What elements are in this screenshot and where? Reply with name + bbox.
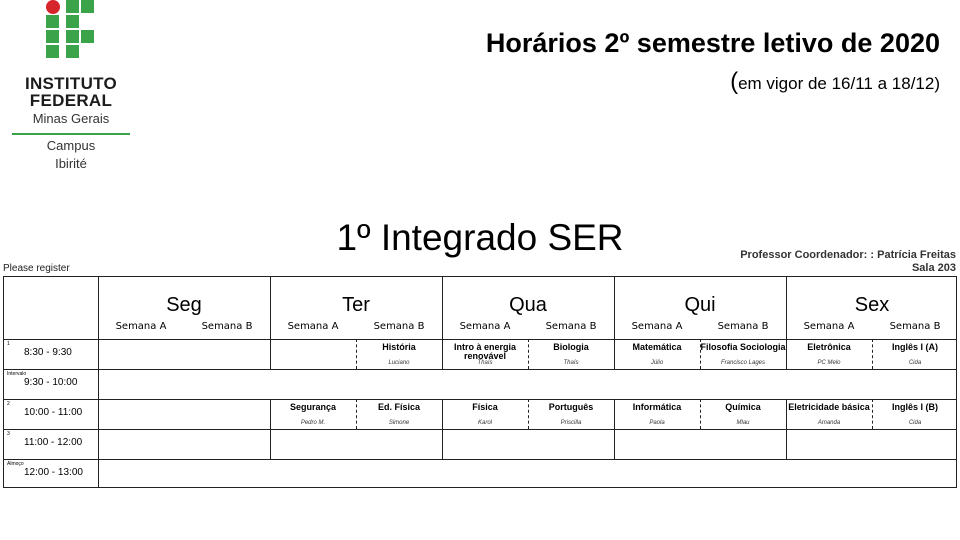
class-subject: Intro à energia renovável xyxy=(453,342,516,361)
week-a-label: Semana A xyxy=(287,321,339,332)
day-header-ter: Ter xyxy=(342,294,370,316)
class-subject: Português xyxy=(548,402,594,412)
class-teacher: Júlio xyxy=(650,360,664,366)
slot-time: 12:00 - 13:00 xyxy=(24,467,83,478)
class-subject: Inglês I (B) xyxy=(891,402,938,412)
class-subject: Química xyxy=(725,402,761,412)
class-teacher: Karol xyxy=(477,420,492,426)
class-teacher: Paola xyxy=(649,420,665,426)
week-b-label: Semana B xyxy=(545,321,597,332)
page-subtitle xyxy=(730,68,940,96)
class-teacher: PC Melo xyxy=(817,360,841,366)
class-teacher: Luciano xyxy=(388,360,410,366)
slot-time: 10:00 - 11:00 xyxy=(24,407,83,418)
slot-number: Almoço xyxy=(7,461,24,467)
class-subject: Matemática xyxy=(632,342,682,352)
class-teacher: Pedro M. xyxy=(300,420,326,426)
class-teacher: Francisco Lages xyxy=(720,360,766,366)
slot-number: 3 xyxy=(7,431,10,437)
logo-minas-gerais: Minas Gerais xyxy=(32,111,110,126)
logo-campus-name: Ibirité xyxy=(55,156,87,171)
class-teacher: Amanda xyxy=(817,420,841,426)
class-subject: Física xyxy=(472,402,498,412)
room-label: Sala 203 xyxy=(911,262,956,274)
slot-number: 2 xyxy=(7,401,10,407)
class-subject: Biologia xyxy=(553,342,589,352)
grid-line xyxy=(4,339,956,340)
week-a-label: Semana A xyxy=(115,321,167,332)
week-a-label: Semana A xyxy=(459,321,511,332)
grid-line xyxy=(4,369,956,370)
day-header-seg: Seg xyxy=(166,294,202,316)
class-title: 1º Integrado SER xyxy=(336,217,624,258)
week-b-label: Semana B xyxy=(717,321,769,332)
slot-number: Intervalo xyxy=(7,371,27,377)
class-subject: Inglês I (A) xyxy=(891,342,938,352)
logo-square xyxy=(81,0,94,13)
class-subject: Informática xyxy=(632,402,682,412)
class-teacher: Priscilla xyxy=(560,420,582,426)
slot-number: 1 xyxy=(7,341,10,347)
logo-square xyxy=(66,15,79,28)
subtitle-text: em vigor de 16/11 a 18/12) xyxy=(738,74,940,93)
subtitle-paren: ( xyxy=(730,68,739,95)
week-b-label: Semana B xyxy=(889,321,941,332)
class-teacher: Cida xyxy=(908,420,922,426)
logo-square xyxy=(66,45,79,58)
logo-square xyxy=(66,30,79,43)
day-header-qua: Qua xyxy=(509,294,547,316)
timetable xyxy=(3,276,957,488)
logo-square xyxy=(46,30,59,43)
logo-square xyxy=(81,30,94,43)
grid-line xyxy=(4,429,956,430)
grid-line xyxy=(4,459,956,460)
class-subject: História xyxy=(382,342,416,352)
page-title: Horários 2º semestre letivo de 2020 xyxy=(485,28,940,58)
class-subject: Eletricidade básica xyxy=(788,402,870,412)
logo-red-dot xyxy=(46,0,60,14)
slot-time: 11:00 - 12:00 xyxy=(24,437,83,448)
logo-federal: FEDERAL xyxy=(29,91,113,110)
logo-campus: Campus xyxy=(46,138,96,153)
class-teacher: Cida xyxy=(908,360,922,366)
week-a-label: Semana A xyxy=(631,321,683,332)
class-teacher: Thaís xyxy=(563,360,579,366)
register-note: Please register xyxy=(3,263,70,274)
slot-time: 8:30 - 9:30 xyxy=(24,347,72,358)
week-b-label: Semana B xyxy=(373,321,425,332)
coordinator-name: Professor Coordenador: : Patrícia Freitas xyxy=(740,249,956,261)
class-teacher: Simone xyxy=(388,420,410,426)
logo-instituto: INSTITUTO xyxy=(24,74,118,93)
day-header-qui: Qui xyxy=(684,294,716,316)
week-b-label: Semana B xyxy=(201,321,253,332)
class-subject: Eletrônica xyxy=(807,342,851,352)
logo-square xyxy=(46,45,59,58)
class-subject: Ed. Física xyxy=(377,402,421,412)
week-a-label: Semana A xyxy=(803,321,855,332)
grid-line xyxy=(270,339,271,369)
class-teacher: Thaís xyxy=(477,360,493,366)
logo-square xyxy=(46,15,59,28)
logo-square xyxy=(66,0,79,13)
class-teacher: Mlau xyxy=(736,420,750,426)
slot-time: 9:30 - 10:00 xyxy=(24,377,78,388)
logo-divider xyxy=(12,133,130,135)
grid-line xyxy=(4,399,956,400)
day-header-sex: Sex xyxy=(854,294,890,316)
class-subject: Segurança xyxy=(289,402,337,412)
class-subject: Filosofia Sociologia xyxy=(700,342,786,352)
coordinator-info xyxy=(740,249,956,275)
